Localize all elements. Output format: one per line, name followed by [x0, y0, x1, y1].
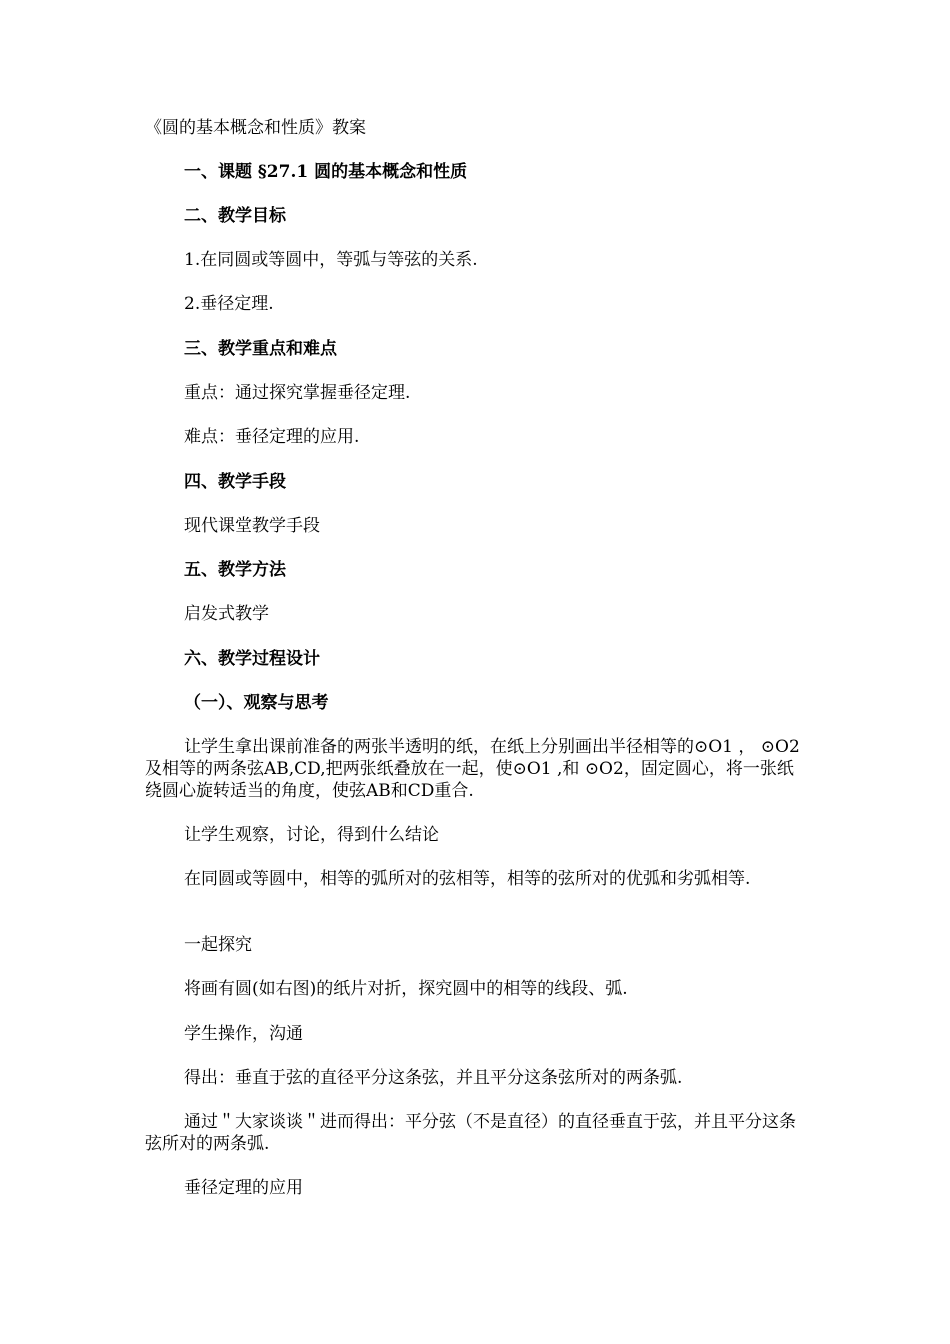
method-text: 启发式教学: [184, 604, 269, 624]
paragraph-activity: 让学生拿出课前准备的两张半透明的纸，在纸上分别画出半径相等的⊙O1 ， ⊙O2及相等的两条弦AB,CD,把两张纸叠放在一起，使⊙O1 ,和 ⊙O2，固定圆心，将一张纸绕圆心旋转适当的角度，使弦AB和CD重合.: [145, 737, 800, 801]
difficulty-text: 难点：垂径定理的应用.: [184, 427, 360, 447]
means-text: 现代课堂教学手段: [184, 516, 320, 536]
section-heading-method: 五、教学方法: [184, 560, 286, 580]
paragraph-fold: 将画有圆(如右图)的纸片对折，探究圆中的相等的线段、弧.: [184, 979, 628, 999]
subsection-heading-observe: （一）、观察与思考: [184, 693, 329, 713]
paragraph-result: 得出：垂直于弦的直径平分这条弦，并且平分这条弦所对的两条弧.: [184, 1068, 683, 1088]
paragraph-application: 垂径定理的应用: [184, 1178, 303, 1198]
paragraph-discuss: 让学生观察，讨论，得到什么结论: [184, 825, 439, 845]
section-heading-process: 六、教学过程设计: [184, 649, 320, 669]
goal-item-1: 1.在同圆或等圆中，等弧与等弦的关系.: [184, 250, 478, 270]
paragraph-conclusion: 在同圆或等圆中，相等的弧所对的弦相等，相等的弦所对的优弧和劣弧相等.: [184, 869, 751, 889]
section-heading-key-points: 三、教学重点和难点: [184, 339, 337, 359]
goal-item-2: 2.垂径定理.: [184, 294, 274, 314]
section-heading-goals: 二、教学目标: [184, 206, 286, 226]
section-heading-topic: 一、课题 §27.1 圆的基本概念和性质: [184, 162, 468, 182]
key-point-text: 重点：通过探究掌握垂径定理.: [184, 383, 411, 403]
paragraph-explore: 一起探究: [184, 935, 252, 955]
paragraph-discussion-result: 通过＂大家谈谈＂进而得出：平分弦（不是直径）的直径垂直于弦，并且平分这条弦所对的两条弧.: [145, 1112, 796, 1154]
paragraph-operate: 学生操作，沟通: [184, 1024, 303, 1044]
section-heading-means: 四、教学手段: [184, 472, 286, 492]
document-title: 《圆的基本概念和性质》教案: [145, 118, 366, 138]
